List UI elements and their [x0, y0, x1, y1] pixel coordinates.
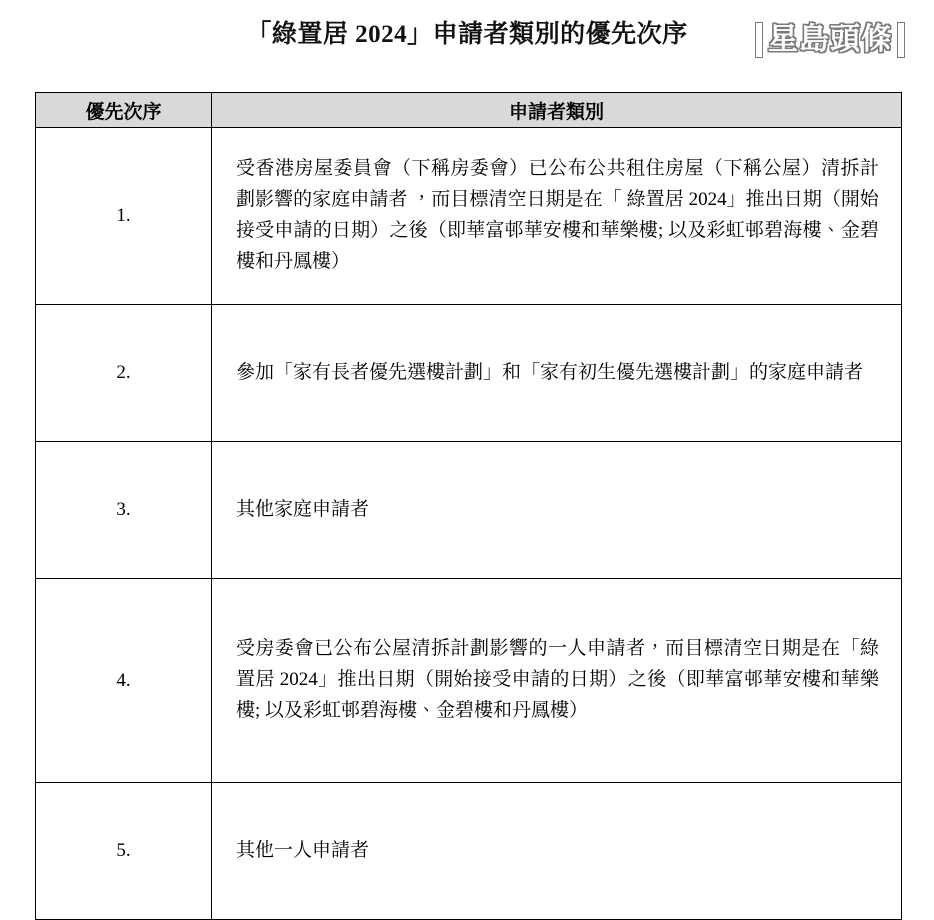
- cell-category: 受房委會已公布公屋清拆計劃影響的一人申請者，而目標清空日期是在「綠置居 2024」推出日期（開始接受申請的日期）之後（即華富邨華安樓和華樂樓; 以及彩虹邨碧海樓、金碧樓和丹鳳樓）: [212, 579, 902, 783]
- cell-category: 受香港房屋委員會（下稱房委會）已公布公共租住房屋（下稱公屋）清拆計劃影響的家庭申請者 ，而目標清空日期是在「 綠置居 2024」推出日期（開始接受申請的日期）之後（即華富邨華安樓和華樂樓; 以及彩虹邨碧海樓、金碧樓和丹鳳樓）: [212, 128, 902, 305]
- cell-category: 其他一人申請者: [212, 783, 902, 920]
- priority-table-container: [35, 92, 899, 920]
- table-body: [36, 128, 902, 920]
- priority-table: [35, 92, 902, 920]
- column-header-order: 優先次序: [36, 93, 212, 128]
- cell-category: 參加「家有長者優先選樓計劃」和「家有初生優先選樓計劃」的家庭申請者: [212, 305, 902, 442]
- cell-order: 4.: [36, 579, 212, 783]
- table-header: [36, 93, 902, 128]
- cell-order: 3.: [36, 442, 212, 579]
- cell-order: 2.: [36, 305, 212, 442]
- page-title: 「綠置居 2024」申請者類別的優先次序: [246, 21, 688, 48]
- cell-order: 1.: [36, 128, 212, 305]
- watermark-bar-right-icon: [897, 22, 905, 58]
- table-header-row: [36, 93, 902, 128]
- table-row: [36, 305, 902, 442]
- cell-order: 5.: [36, 783, 212, 920]
- watermark-text: 星島頭條: [768, 23, 892, 56]
- cell-category: 其他家庭申請者: [212, 442, 902, 579]
- table-row: [36, 783, 902, 920]
- column-header-category: 申請者類別: [212, 93, 902, 128]
- table-row: [36, 442, 902, 579]
- watermark-logo: [750, 22, 910, 58]
- table-row: [36, 128, 902, 305]
- watermark-bar-left-icon: [755, 22, 763, 58]
- table-row: [36, 579, 902, 783]
